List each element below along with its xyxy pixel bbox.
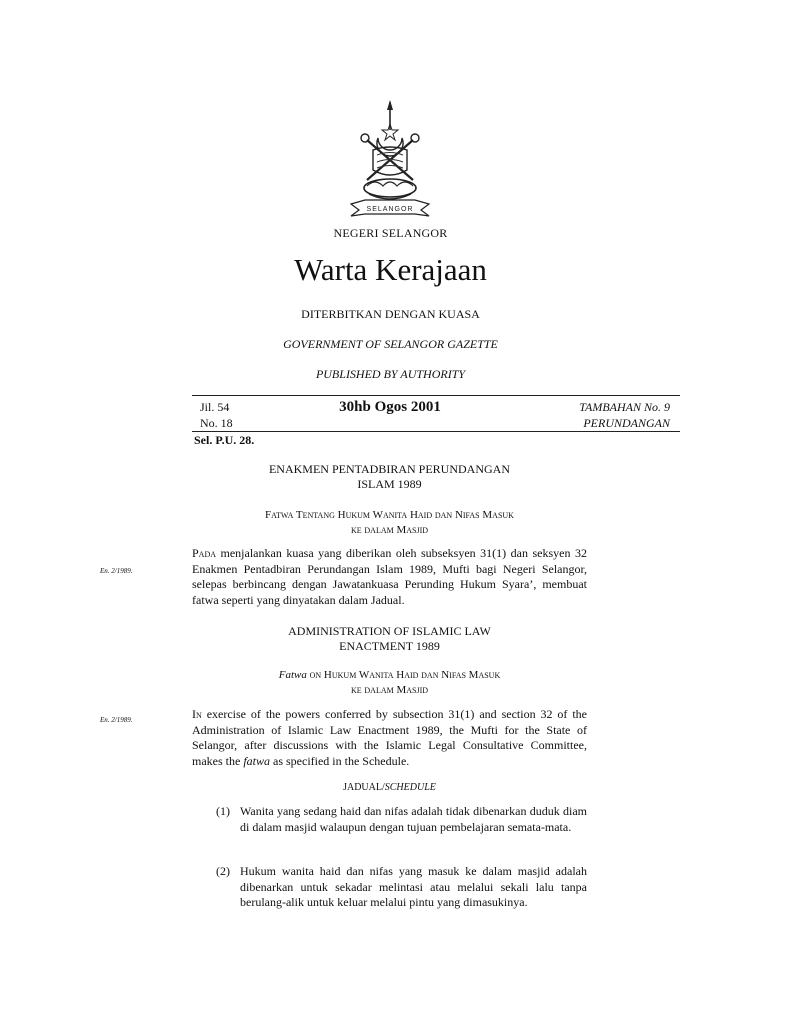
malay-heading [192,462,587,492]
issue-number-label: No. 18 [200,416,233,430]
malay-subheading [192,508,587,538]
schedule-heading [192,782,587,793]
gazette-title: Warta Kerajaan [294,252,487,287]
malay-paragraph-body: menjalankan kuasa yang diberikan oleh subseksyen 31(1) dan seksyen 32 Enakmen Pentadbiran Perundangan Islam 1989, Mufti bagi Negeri Selangor, selepas berbincang dengan Jawatankuasa Perunding Hukum Syara’, membuat fatwa seperti yang dinyatakan dalam Jadual. [192,546,587,607]
schedule-item-number: (2) [216,864,230,878]
english-paragraph-part2: as specified in the Schedule. [270,753,410,768]
svg-text:SELANGOR: SELANGOR [366,206,414,213]
schedule-item-text: Wanita yang sedang haid dan nifas adalah tidak dibenarkan duduk diam di dalam masjid walaupun dengan tujuan pembelajaran semata-mata. [240,804,587,834]
english-subheading [192,668,587,698]
supplement-info [520,399,670,431]
state-name: NEGERI SELANGOR [333,226,448,240]
publication-reference: Sel. P.U. 28. [194,433,255,447]
english-paragraph [192,707,587,769]
english-paragraph-fatwa: fatwa [243,753,270,768]
english-margin-note: En. 2/1989. [100,716,133,724]
malay-heading-line2: ISLAM 1989 [357,477,422,491]
schedule-label-english: SCHEDULE [384,782,436,793]
english-heading-line2: ENACTMENT 1989 [339,639,440,653]
schedule-item-text: Hukum wanita haid dan nifas yang masuk ke dalam masjid adalah dibenarkan untuk sekadar melintasi atau melalui sekali lalu tanpa berulang-alik untuk keluar melalui pintu yang dimasukinya. [240,864,587,909]
schedule-label-malay: JADUAL/ [343,782,385,793]
header-rule-bottom [192,431,680,432]
volume-number [200,399,233,431]
english-paragraph-lead: In [192,707,202,721]
published-by-authority-english: PUBLISHED BY AUTHORITY [315,367,466,381]
malay-subheading-line1: Fatwa Tentang Hukum Wanita Haid dan Nifas Masuk [265,509,514,521]
malay-paragraph-lead: Pada [192,546,217,560]
selangor-crest-logo [345,100,435,224]
volume-label: Jil. 54 [200,400,230,414]
english-subheading-fatwa: Fatwa [278,669,307,681]
government-gazette-english: GOVERNMENT OF SELANGOR GAZETTE [283,337,498,351]
english-subheading-line2: ke dalam Masjid [350,684,429,696]
english-paragraph-part1: exercise of the powers conferred by subsection 31(1) and section 32 of the Administration of Islamic Law Enactment 1989, the Mufti for the State of Selangor, after discussions with the Islamic Legal Consultative Committee, makes the [192,707,587,768]
malay-margin-note: En. 2/1989. [100,567,133,575]
english-subheading-rest: on Hukum Wanita Haid dan Nifas Masuk [306,669,501,681]
malay-subheading-line2: ke dalam Masjid [350,524,429,536]
english-heading-line1: ADMINISTRATION OF ISLAMIC LAW [288,624,491,638]
published-by-authority-malay: DITERBITKAN DENGAN KUASA [301,307,480,321]
header-rule-top [192,395,680,396]
category-label: PERUNDANGAN [583,416,670,430]
english-heading [192,624,587,654]
schedule-item-number: (1) [216,804,230,818]
schedule-item [216,864,587,911]
malay-paragraph [192,546,587,608]
schedule-item [216,804,587,835]
malay-heading-line1: ENAKMEN PENTADBIRAN PERUNDANGAN [268,462,511,476]
issue-date: 30hb Ogos 2001 [339,399,441,415]
supplement-label: TAMBAHAN No. 9 [579,400,670,414]
